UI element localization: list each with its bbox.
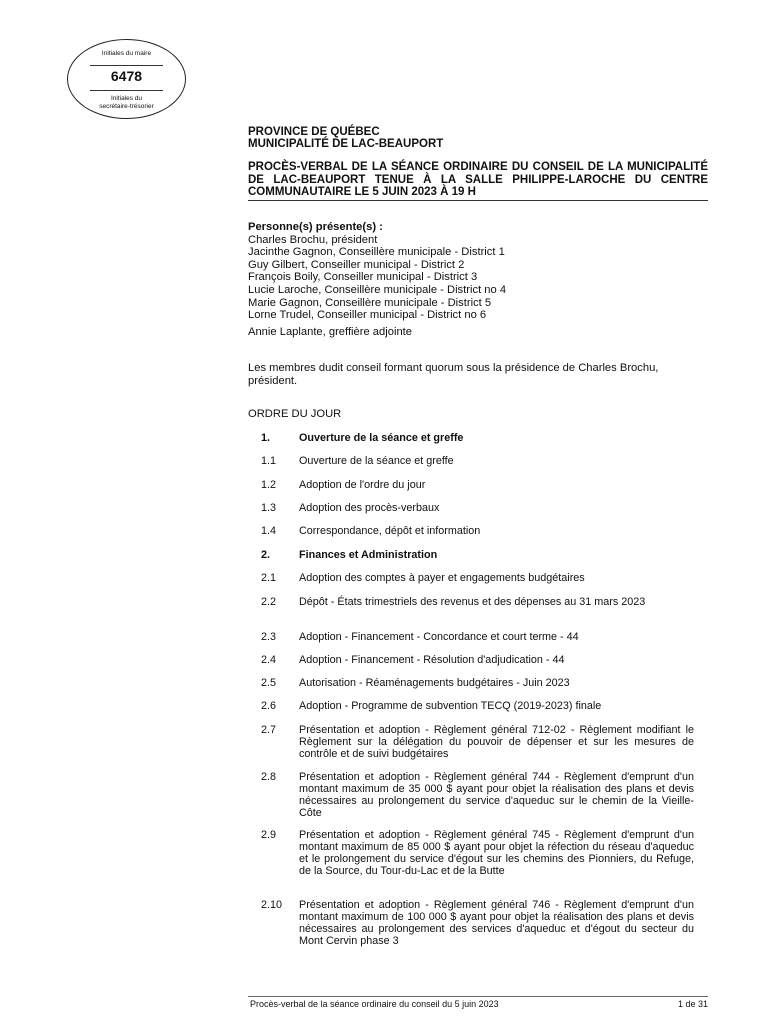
agenda-item [261, 549, 694, 561]
agenda-item-text: Autorisation - Réaménagements budgétaires - Juin 2023 [299, 677, 570, 689]
agenda-item-number: 2.2 [261, 596, 277, 608]
agenda-item [261, 479, 694, 491]
page-number-stamp: 6478 [110, 68, 143, 84]
agenda-item-number: 2.9 [261, 829, 277, 841]
agenda-item-text: Adoption - Financement - Résolution d'adjudication - 44 [299, 654, 565, 666]
agenda-item [261, 631, 694, 643]
agenda-item-number: 2. [261, 549, 271, 561]
agenda-item [261, 596, 694, 608]
agenda-item-text: Présentation et adoption - Règlement général 746 - Règlement d'emprunt d'un montant maximum de 100 000 $ ayant pour objet la réalisation des plans et devis nécessaires au prolongement des services d'aqueduc et d'égout du secteur du Mont Cervin phase 3 [299, 899, 694, 947]
agenda-item [261, 525, 694, 537]
agenda-item-text: Dépôt - États trimestriels des revenus et des dépenses au 31 mars 2023 [299, 596, 646, 608]
document-header [248, 126, 708, 150]
seal-divider-bottom [90, 90, 163, 91]
agenda-item [261, 572, 694, 584]
agenda-item-number: 1.2 [261, 479, 277, 491]
agenda-item-number: 2.10 [261, 899, 283, 911]
initials-seal [67, 39, 186, 119]
footer-page-number: 1 de 31 [677, 999, 708, 1009]
agenda-item-text: Adoption des procès-verbaux [299, 502, 440, 514]
secretary-line: Annie Laplante, greffière adjointe [248, 326, 412, 338]
agenda-item-number: 1. [261, 432, 271, 444]
agenda-item-text: Correspondance, dépôt et information [299, 525, 481, 537]
agenda-item [261, 724, 694, 760]
agenda-item-text: Adoption des comptes à payer et engagements budgétaires [299, 572, 585, 584]
agenda-item-number: 2.8 [261, 771, 277, 783]
agenda-item-text: Finances et Administration [299, 549, 438, 561]
page-footer [248, 996, 708, 1009]
agenda-item-number: 2.3 [261, 631, 277, 643]
agenda-item-text: Présentation et adoption - Règlement général 744 - Règlement d'emprunt d'un montant maximum de 35 000 $ ayant pour objet la réalisation des plans et devis nécessaires au prolongement du service d'aqueduc sur le chemin de la Vieille-Côte [299, 771, 694, 819]
agenda-item-number: 1.1 [261, 455, 277, 467]
province-line: PROVINCE DE QUÉBEC [248, 126, 380, 138]
present-title: Personne(s) présente(s) : [248, 221, 383, 233]
agenda-item-text: Ouverture de la séance et greffe [299, 432, 464, 444]
agenda-item-number: 2.4 [261, 654, 277, 666]
document-title: PROCÈS-VERBAL DE LA SÉANCE ORDINAIRE DU CONSEIL DE LA MUNICIPALITÉ DE LAC-BEAUPORT TENUE À LA SALLE PHILIPPE-LAROCHE DU CENTRE COMMUNAUTAIRE LE 5 JUIN 2023 À 19 H [248, 161, 708, 201]
member-line: Jacinthe Gagnon, Conseillère municipale - District 1 [248, 246, 505, 259]
present-members [248, 221, 708, 322]
agenda-item-text: Adoption - Programme de subvention TECQ (2019-2023) finale [299, 700, 602, 712]
agenda-item [261, 502, 694, 514]
agenda-item-text: Présentation et adoption - Règlement général 745 - Règlement d'emprunt d'un montant maximum de 85 000 $ ayant pour objet la réfection du réseau d'aqueduc et le prolongement du service d'égout sur les chemins des Pionniers, du Refuge, de la Source, du Tour-du-Lac et de la Butte [299, 829, 694, 877]
mayor-initials-label: Initiales du maire [101, 50, 152, 57]
agenda-item-text: Présentation et adoption - Règlement général 712-02 - Règlement modifiant le Règlement sur la délégation du pouvoir de dépenser et sur les mesures de contrôle et de suivi budgétaires [299, 724, 694, 760]
agenda-item-number: 2.6 [261, 700, 277, 712]
seal-divider-top [90, 65, 163, 66]
member-line: Lorne Trudel, Conseiller municipal - District no 6 [248, 309, 487, 322]
agenda-item-number: 1.4 [261, 525, 277, 537]
agenda-item-text: Ouverture de la séance et greffe [299, 455, 454, 467]
municipality-line: MUNICIPALITÉ DE LAC-BEAUPORT [248, 138, 444, 150]
member-line: Charles Brochu, président [248, 233, 378, 246]
agenda-item-number: 2.7 [261, 724, 277, 736]
agenda-item-text: Adoption de l'ordre du jour [299, 479, 426, 491]
agenda-item-text: Adoption - Financement - Concordance et court terme - 44 [299, 631, 579, 643]
member-line: Lucie Laroche, Conseillère municipale - District no 4 [248, 283, 507, 296]
secretary-initials-label [68, 95, 185, 111]
secretary-label-line2: secrétaire-trésorier [99, 103, 154, 110]
agenda-item-number: 2.1 [261, 572, 277, 584]
agenda-item [261, 771, 694, 819]
agenda-item-number: 1.3 [261, 502, 277, 514]
agenda-item [261, 654, 694, 666]
footer-text: Procès-verbal de la séance ordinaire du conseil du 5 juin 2023 [250, 999, 499, 1009]
secretary-label-line1: Initiales du [110, 95, 143, 102]
member-line: Guy Gilbert, Conseiller municipal - District 2 [248, 258, 465, 271]
agenda-title: ORDRE DU JOUR [248, 408, 342, 420]
agenda-item [261, 455, 694, 467]
agenda-item [261, 700, 694, 712]
agenda-item [261, 899, 694, 947]
agenda-item [261, 677, 694, 689]
agenda-item [261, 829, 694, 877]
quorum-paragraph: Les membres dudit conseil formant quorum sous la présidence de Charles Brochu, président. [248, 362, 659, 387]
agenda-item-number: 2.5 [261, 677, 277, 689]
member-line: Marie Gagnon, Conseillère municipale - District 5 [248, 296, 492, 309]
agenda-item [261, 432, 694, 444]
member-line: François Boily, Conseiller municipal - District 3 [248, 271, 478, 284]
